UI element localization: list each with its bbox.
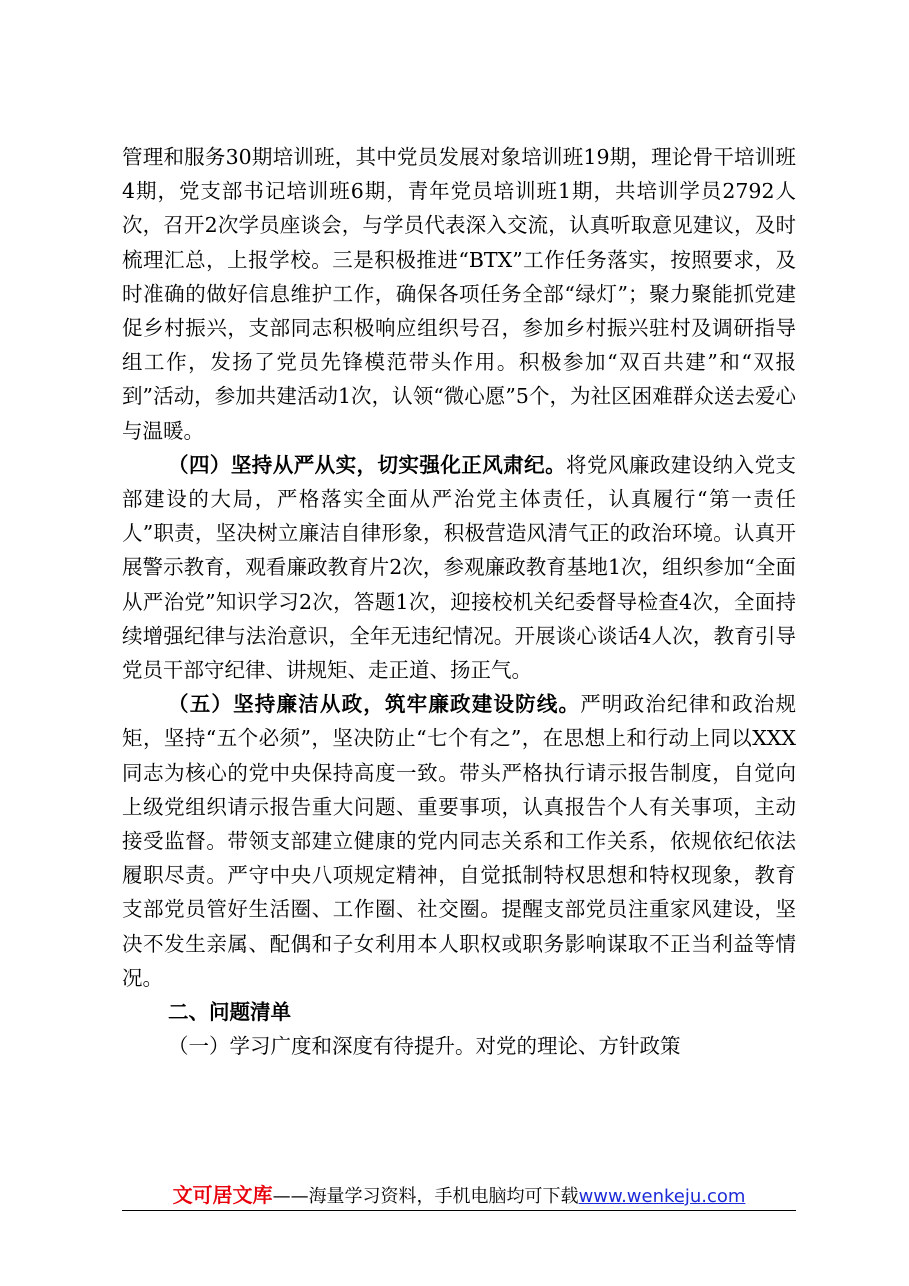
paragraph-discipline	[122, 448, 796, 687]
document-body	[122, 140, 796, 1063]
paragraph-integrity	[122, 687, 796, 995]
paragraph-heading-four: （四）坚持从严从实，切实强化正风肃纪。	[168, 452, 567, 477]
paragraph-body-four: 将党风廉政建设纳入党支部建设的大局，严格落实全面从严治党主体责任，认真履行“第一责任人”职责，坚决树立廉洁自律形象，积极营造风清气正的政治环境。认真开展警示教育，观看廉政教育片2次，参观廉政教育基地1次，组织参加“全面从严治党”知识学习2次，答题1次，迎接校机关纪委督导检查4次，全面持续增强纪律与法治意识，全年无违纪情况。开展谈心谈话4人次，教育引导党员干部守纪律、讲规矩、走正道、扬正气。	[122, 452, 797, 683]
paragraph-body-five: 严明政治纪律和政治规矩，坚持“五个必须”，坚决防止“七个有之”，在思想上和行动上同以XXX同志为核心的党中央保持高度一致。带头严格执行请示报告制度，自觉向上级党组织请示报告重大问题、重要事项，认真报告个人有关事项，主动接受监督。带领支部建立健康的党内同志关系和工作关系，依规依纪依法履职尽责。严守中央八项规定精神，自觉抵制特权思想和特权现象，教育支部党员管好生活圈、工作圈、社交圈。提醒支部党员注重家风建设，坚决不发生亲属、配偶和子女利用本人职权或职务影响谋取不正当利益等情况。	[122, 692, 797, 990]
section-title-problems: 二、问题清单	[168, 1000, 291, 1025]
paragraph-training-summary: 管理和服务30期培训班，其中党员发展对象培训班19期，理论骨干培训班4期，党支部书记培训班6期，青年党员培训班1期，共培训学员2792人次，召开2次学员座谈会，与学员代表深入交流，认真听取意见建议，及时梳理汇总，上报学校。三是积极推进“BTX”工作任务落实，按照要求，及时准确的做好信息维护工作，确保各项任务全部“绿灯”；聚力聚能抓党建促乡村振兴，支部同志积极响应组织号召，参加乡村振兴驻村及调研指导组工作，发扬了党员先锋模范带头作用。积极参加“双百共建”和“双报到”活动，参加共建活动1次，认领“微心愿”5个，为社区困难群众送去爱心与温暖。	[122, 145, 796, 443]
footer-banner	[122, 1183, 796, 1209]
footer-divider	[122, 1210, 796, 1211]
paragraph-problem-one: （一）学习广度和深度有待提升。对党的理论、方针政策	[168, 1034, 681, 1059]
footer-tagline: ——海量学习资料，手机电脑均可下载	[272, 1186, 579, 1207]
footer-site-link[interactable]: www.wenkeju.com	[578, 1186, 746, 1207]
footer-brand: 文可居文库	[172, 1183, 273, 1207]
paragraph-heading-five: （五）坚持廉洁从政，筑牢廉政建设防线。	[168, 692, 581, 717]
